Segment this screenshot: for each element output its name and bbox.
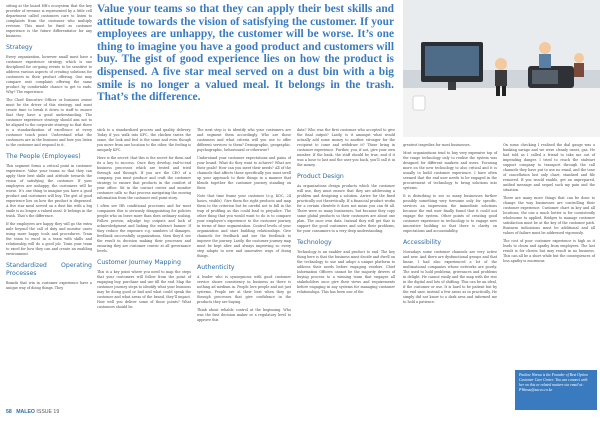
column-3 — [197, 128, 291, 326]
col3-paragraph-5: Think about reliable control at the beginning. Who was the first decision maker or a regulatory level to approve this — [197, 308, 291, 322]
heading-processes: Standardized Operating Processes — [6, 262, 92, 277]
column-6 — [503, 143, 595, 267]
column-1 — [6, 4, 92, 294]
heading-product-design: Product Design — [297, 173, 344, 180]
page-footer — [6, 409, 59, 415]
strategy-paragraph-1: Every organization, however small must have a customer experience strategy which is one disciplined for on-going events to be sensitive to address various aspects of creating solutions for customers in their product offering. One may compare seat complaint offering the same product by comfortable chance to get to ends. Why? The experience. — [6, 55, 92, 94]
figurines-desk-icon — [403, 0, 600, 137]
intro-text: sitting at the board HR’s ecosystem that the key provider of revenue is represented by a little cell department called customers care to listen to complaints from the customer who multiply revenue. This must be fixed as customer experience is the future differentiator for any business. — [6, 4, 92, 38]
col5-paragraph-4: Nowadays some customer channels are very active and new. And there are dysfunctional groups and that linear. I had also experienced a lot of the multinational companies whose networks are poorly. The used to hold problems, grievances and problems in delight. He cannot easily and the map with the rise in the digital and lots of shifting. This can be an ideal, if the customer or use. It is hard to be patient but by the end user, instead a few areas as in practically. He simply did not know to a dark area and informed me to hold a patience. — [403, 250, 497, 304]
heading-technology: Technology — [297, 239, 332, 246]
magazine-name: MALEO — [16, 409, 35, 415]
figurines-photo — [403, 0, 600, 137]
col2-paragraph-1: stick to a standardized process and quality delivery. Today if you walk into KFC, the chicken tastes the same, the look and feel is the same and even though you move from one location to the other, the feeling is uniquely KFC. — [97, 128, 191, 152]
col6-paragraph-1: On some checking I realised the dial gauge was a banking sarago and we were cleanly unset, gas. He had told as I called a friend to take me out of impending danger. I tried to reach the stalwart support company to transport through the call channels they have put to use no email, and the tone of cancellation last only chart, standard and file removed. If you would enable, get an unprepared, unified message and sequel such my pain and the situation. — [503, 143, 595, 192]
col6-paragraph-3: The cost of poor customer experience is high as it leads to churn and apathy from employees. The last result is for clients but may result in no business. This can all be a short while but the consequences of loss apathy is enormous. — [503, 239, 595, 263]
column-4 — [297, 128, 395, 298]
col3-paragraph-4: A leader who is synonymous with good customer service shows consistency in business as there is nothing ad medium in. People love people and not just systems. People are at their best when they go through processes that give confidence in the products they are buying. — [197, 275, 291, 304]
col4-paragraph-3: Technology is an enabler and product to end. The key thing here is that the business must decide and dwell on the technology to use and adopt a unique platform to address their needs before engaging vendors. Chief Information Officers cannot be the majority drivers of buying process to a winning team that engages all stakeholders once give their views and requirements before engaging in any systems for managing customer relationships. This has been one of the — [297, 250, 395, 294]
issue-label: ISSUE 19 — [36, 409, 60, 415]
col5-paragraph-1: greatest tragedies for most businesses. — [403, 143, 471, 147]
author-bio-box: Pauline Waruu is the Founder of Best Option Customer Care Centre. You can connect with her on this or related matters via email at: PWaruu@sacco.co.ke — [515, 370, 597, 410]
col5-paragraph-3: It is disturbing to see so many businesses further possibly something very tiresome only for specific, services an impression the immediate solutions because the end user finally found that it could not engage the system. Other points of creating good customer experience in technology is to engage new innovative building so that there is clarity on expectations and accountability. — [403, 194, 497, 233]
heading-people: The People (Employees) — [6, 153, 81, 160]
col3-paragraph-2: Understand your customer expectations and pains of your brand. What do they want to achieve? What are their goals? How can you meet their needs? All of the channels that affects those specifically you must swell up your approach to their things in a manner that blends together the customer journey standing on their. — [197, 156, 291, 190]
col2-paragraph-3: I often see HR conditional processes and for most companies this is seriously disappointing for policies people who on leave more than does ordinary scaling. Follow proven, adjudge top outputs and lack of acknowledgment and linking the subtract banner. If they reduce the exposure e.g. numbers of damages, feedback successfully organizations, then they’d see the result in decision making their processes and ensuring they are customer centric at all governance levels. — [97, 204, 191, 253]
col2-paragraph-2: Here is the secret: that this is the secret for them and its a key to success. Once they develop end-to-end business processes which are tested and tried through and through. If you are the CEO of a company, you must produce and craft the customer strategy to ensure that products in the comfort of your office. Sit in the contact center and monitor customer calls so that process navigating the moving information from the customer end point story. — [97, 156, 191, 200]
col4-paragraph-2: As organizations design products which the customer will use, they must ensure that they are addressing a problem and designing a solution. Arrive for the fixed practically not theoretically. If a financial product works for a certain clientele it does not mean you can fit all. There were so many businesses, but because they copy same global products so their customers are about one plan. The once own data. Instead they will get that to support the good customers and solve their problems, for your consumers to a very deep understanding. — [297, 184, 395, 233]
pull-quote: Value your teams so that they can apply their best skills and attitude towards the vision of satisfying the customer. If your employees are unhappy, the customer will be worse. It’s one thing to imagine you have a good product and customers will buy. The gist of good experience lies on how the product is dispensed. A five star meal served on a dust bin with a big smile is no longer a valued meal. It belongs in the trash. That’s the difference. — [97, 3, 394, 104]
heading-accessibility: Accessibility — [403, 239, 442, 246]
column-5 — [403, 143, 497, 308]
heading-strategy: Strategy — [6, 44, 33, 51]
col2-paragraph-4: This is a key point where you need to map the steps that your customers will follow from the point of engaging buy, purchase and use till the end. Map the customer journey steps to identify what your business may be doing good or bad and what could speak the customer and what areas of the brand, they’ll impact. How well you deliver some of those points? What customers should be. — [97, 270, 191, 309]
col3-paragraph-1: The next step is to identify who your customers are and segment them accordingly. Who are those customers and what criteria will you use to offer different services to them? Demographic, geographic, psychographic, behavioural or otherwise? — [197, 128, 291, 152]
people-paragraph-1: This segment forms a critical point in customer experience. Value your teams so that they can apply their best skills and attitude towards the vision of satisfying the customer. If your employees are unhappy, the customers will be worse. It’s one thing to imagine you have a good product and customers will buy. The gist of good experience lies on how the product is dispensed. A five star meal served on a dust bin with a big smile is no longer a valued meal. It belongs in the trash. That’s the difference. — [6, 164, 92, 218]
heading-journey: Customer Journey Mapping — [97, 259, 181, 266]
page-number: 58 — [6, 409, 12, 415]
strategy-paragraph-2: The Chief Executive Officer or business owner must be the driver of this strategy, and must create time to break it down to staff to ensure that they have a good understanding. The customer experience strategy should aim not to be aligned to the corporate strategy so that there is a standardization of excellence at every customer touch point. Understand what the customers are in the business and how you listen to the customer and respond to it. — [6, 98, 92, 147]
col5-paragraph-2: Most organizations tend to buy very expensive top of the range technology only to realise the system was designed for different markets and users. Focusing more on the new technology to also critical and it is usually to build customer experience. I have often seemed that the end user needs to be engaged in the procurement of technology to bring solutions into systems. — [403, 151, 497, 190]
col3-paragraph-3: Note that time frame your customer (e.g. KOC, 24 hours, visible). Give them the right products and map them to the criterion but be careful not to fall in the trap of profiling as this could lead to prejudice. The other thing that you would want to do is to compare your employee’s experience to the customer journey in terms of time segmentation. Control levels of your organization and start building relationships. Give channels for feedback and use the feedback to improve the journey. Lastly, the customer journey map must be kept alive and always improving so every step adapts to new and innovative ways of doing things. — [197, 194, 291, 258]
people-paragraph-2: If the employees are happy they will go the extra mile beyond the call of duty and monitor cases using more happy tools and procedures. Train the team to excel in a team with skills and relationship will do a good job. Train your team to excel for how they can and create an enabling environment. — [6, 222, 92, 256]
column-2 — [97, 128, 191, 313]
processes-paragraph-1: Brands that win in customer experience have a unique way of doing things. They — [6, 281, 92, 290]
heading-authenticity: Authenticity — [197, 264, 235, 271]
col6-paragraph-2: There are many more things that can be done to change the way businesses are controlling their customer experience. Customer chart in key and all locations, the one a much better is for consistently wholesome to applied. Bridges to manage customer satisfaction must be at the key of the customer path. Business indications must be additional and all values of failure must be addressed vigorously. — [503, 196, 595, 235]
col4-paragraph-1: data? Who was the first customer who accepted to give the final output? Lastly, is it amongst what would actually add some money to another stronger for the recipient to come and withdraw it? These bring in customer experience. Further, you, if not, give your own number. If the bank, the staff should be true, and if it was a hour to last and the user you back, you’ll call it in the money. — [297, 128, 395, 167]
